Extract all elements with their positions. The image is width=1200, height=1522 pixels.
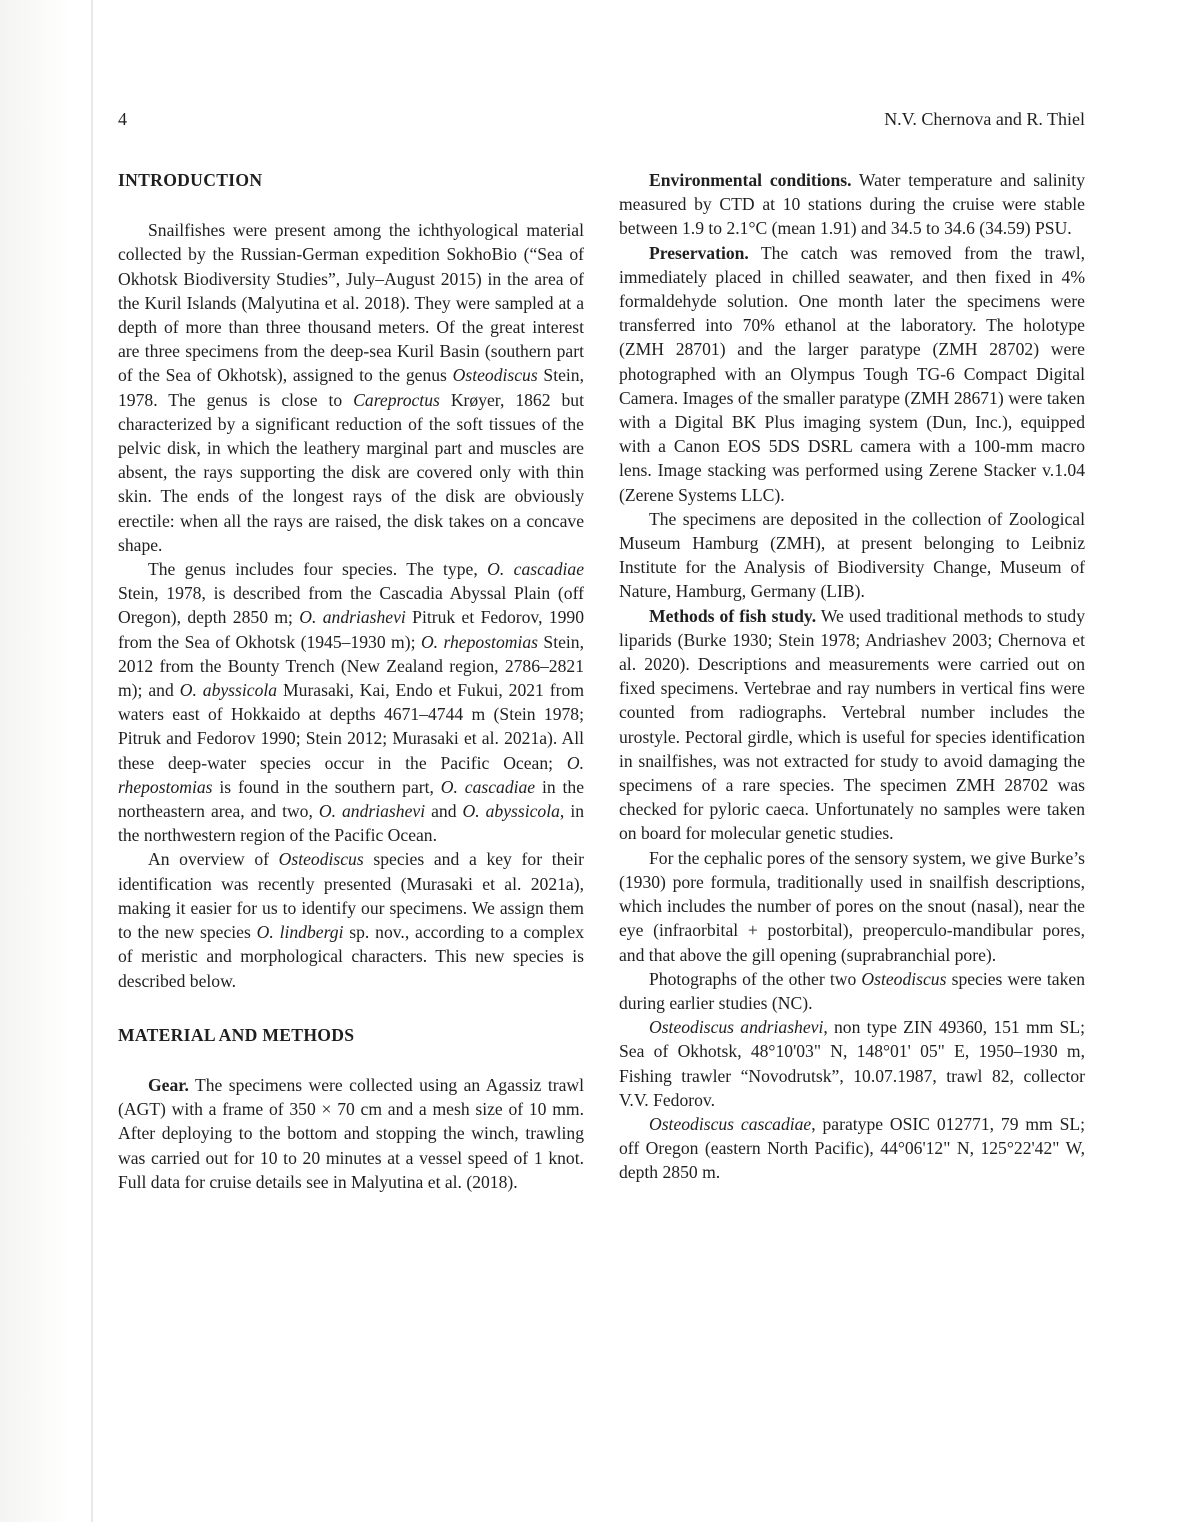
intro-paragraph-2 [118, 557, 584, 847]
text-run: Krøyer, 1862 but characterized by a significant reduction of the soft tissues of the pelvic disk, in which the leathery marginal part and muscles are absent, the rays supporting the disk are covered only with thin skin. The ends of the longest rays of the disk are obviously erectile: when all the rays are raised, the disk takes on a concave shape. [118, 389, 584, 555]
text-run: The specimens were collected using an Agassiz trawl (AGT) with a frame of 350 × 70 cm and a mesh size of 10 mm. After deploying to the bottom and stopping the winch, trawling was carried out for 10 to 20 minutes at a vessel speed of 1 knot. Full data for cruise details see in Malyutina et al. (2018). [118, 1074, 584, 1192]
running-title: N.V. Chernova and R. Thiel [884, 109, 1085, 129]
text-run: INTRODUCTION [118, 170, 263, 190]
text-run: in the northeastern area, and two, [118, 776, 584, 822]
text-run: Murasaki, Kai, Endo et Fukui, 2021 from waters east of Hokkaido at depths 4671–4744 m (Stein 1978; Pitruk and Fedorov 1990; Stein 2012; Murasaki et al. 2021a). All these deep-water species occur in the Pacific Ocean; [118, 680, 585, 773]
text-run: O. lindbergi [256, 922, 344, 943]
gear-paragraph [118, 1073, 584, 1194]
preservation-paragraph [619, 241, 1085, 507]
text-run: Environmental conditions. [649, 170, 852, 190]
text-run: We used traditional methods to study liparids (Burke 1930; Stein 1978; Andriashev 2003; Chernova et al. 2020). Descriptions and measurements were carried out on fixed specimens. Vertebrae and ray numbers in vertical fins were counted from radiographs. Vertebral number includes the urostyle. Pectoral girdle, which is useful for species identification in snailfishes, was not extracted for study to avoid damaging the specimens of a rare species. The specimen ZMH 28702 was checked for pyloric caeca. Unfortunately no samples were taken on board for molecular genetic studies. [619, 605, 1085, 844]
text-run: Preservation. [649, 242, 749, 263]
text-run: , non type ZIN 49360, 151 mm SL; Sea of Okhotsk, 48°10'03" N, 148°01' 05" E, 1950–1930 m, Fishing trawler “Novodrutsk”, 10.07.1987, trawl 82, collector V.V. Fedorov. [619, 1017, 1085, 1110]
text-run: Snailfishes were present among the ichthyological material collected by the Russian-German expedition SokhoBio (“Sea of Okhotsk Biodiversity Studies”, July–August 2015) in the area of the Kuril Islands (Malyutina et al. 2018). They were sampled at a depth of more than three thousand meters. Of the great interest are three specimens from the deep-sea Kuril Basin (southern part of the Sea of Okhotsk), assigned to the genus [118, 220, 584, 386]
text-run: , paratype OSIC 012771, 79 mm SL; off Oregon (eastern North Pacific), 44°06'12" N, 125°22'42" W, depth 2850 m. [619, 1113, 1085, 1183]
text-run: Pitruk et Fedorov, 1990 from the Sea of Okhotsk (1945–1930 m); [118, 607, 585, 652]
text-run: Stein, 1978. The genus is close to [118, 365, 585, 410]
osteodiscus-andriashevi-specimen-paragraph [619, 1015, 1085, 1112]
text-run: Osteodiscus [278, 849, 364, 870]
text-run: O. rhepostomias [118, 752, 584, 797]
osteodiscus-cascadiae-specimen-paragraph [619, 1112, 1085, 1185]
cephalic-pores-paragraph [619, 846, 1085, 967]
text-run: and [425, 801, 463, 822]
text-run: O. abyssicola [462, 801, 560, 822]
text-run: Careproctus [353, 389, 440, 410]
text-run: species and a key for their identification was recently presented (Murasaki et al. 2021a), making it easier for us to identify our specimens. We assign them to the new species [118, 849, 584, 943]
text-run: Methods of fish study. [649, 605, 817, 626]
deposition-paragraph [619, 507, 1085, 604]
text-run: sp. nov., according to a complex of meristic and morphological characters. This new species is described below. [118, 922, 585, 991]
text-run: An overview of [148, 849, 279, 870]
scan-edge-line [91, 0, 93, 1522]
text-run: The genus includes four species. The type, [148, 559, 488, 580]
left-column [118, 168, 584, 1194]
text-run: species were taken during earlier studies (NC). [619, 968, 1085, 1013]
text-run: O. andriashevi [299, 607, 406, 628]
text-run: Osteodiscus [452, 365, 538, 386]
two-column-body [118, 168, 1085, 1194]
text-run: O. cascadiae [440, 776, 536, 797]
text-run: Water temperature and salinity measured by CTD at 10 stations during the cruise were stable between 1.9 to 2.1°C (mean 1.91) and 34.5 to 34.6 (34.59) PSU. [619, 170, 1085, 239]
scan-edge-shadow [0, 0, 95, 1522]
text-run: The catch was removed from the trawl, immediately placed in chilled seawater, and then fixed in 4% formaldehyde solution. One month later the specimens were transferred into 70% ethanol at the laboratory. The holotype (ZMH 28701) and the larger paratype (ZMH 28702) were photographed with an Olympus Tough TG-6 Compact Digital Camera. Images of the smaller paratype (ZMH 28671) were taken with a Digital BK Plus imaging system (Dun, Inc.), equipped with a Canon EOS 5DS DSRL camera with a 100-mm macro lens. Image stacking was performed using Zerene Stacker v.1.04 (Zerene Systems LLC). [619, 242, 1085, 505]
text-run: O. andriashevi [318, 801, 426, 822]
text-run: Photographs of the other two [649, 968, 862, 989]
text-run: Gear. [148, 1074, 189, 1095]
text-run: MATERIAL AND METHODS [118, 1024, 355, 1045]
intro-paragraph-1 [118, 218, 584, 557]
text-run: Stein, 2012 from the Bounty Trench (New Zealand region, 2786–2821 m); and [118, 631, 584, 701]
text-run: Osteodiscus andriashevi [649, 1017, 824, 1038]
intro-paragraph-3 [118, 847, 584, 992]
text-run: Osteodiscus [861, 968, 947, 989]
text-run: O. rhepostomias [420, 631, 538, 652]
material-and-methods-heading [118, 1023, 584, 1047]
text-run: For the cephalic pores of the sensory system, we give Burke’s (1930) pore formula, traditionally used in snailfish descriptions, which includes the number of pores on the snout (nasal), near the eye (infraorbital + postorbital), preoperculo-mandibular pores, and that above the gill opening (suprabranchial pore). [619, 847, 1085, 965]
introduction-heading [118, 168, 584, 192]
right-column [619, 168, 1085, 1194]
text-run: O. abyssicola [179, 680, 278, 701]
text-run: Osteodiscus cascadiae [649, 1113, 812, 1134]
text-run: , in the northwestern region of the Pacific Ocean. [118, 801, 585, 846]
text-run: is found in the southern part, [212, 776, 441, 797]
text-run: Stein, 1978, is described from the Cascadia Abyssal Plain (off Oregon), depth 2850 m; [118, 583, 584, 628]
photographs-paragraph [619, 967, 1085, 1015]
methods-of-fish-study-paragraph [619, 604, 1085, 846]
text-run: The specimens are deposited in the collection of Zoological Museum Hamburg (ZMH), at present belonging to Leibniz Institute for the Analysis of Biodiversity Change, Museum of Nature, Hamburg, Germany (LIB). [619, 508, 1085, 602]
page-number: 4 [118, 109, 127, 129]
environmental-conditions-paragraph [619, 168, 1085, 241]
running-header [118, 108, 1085, 130]
text-run: O. cascadiae [487, 559, 585, 580]
